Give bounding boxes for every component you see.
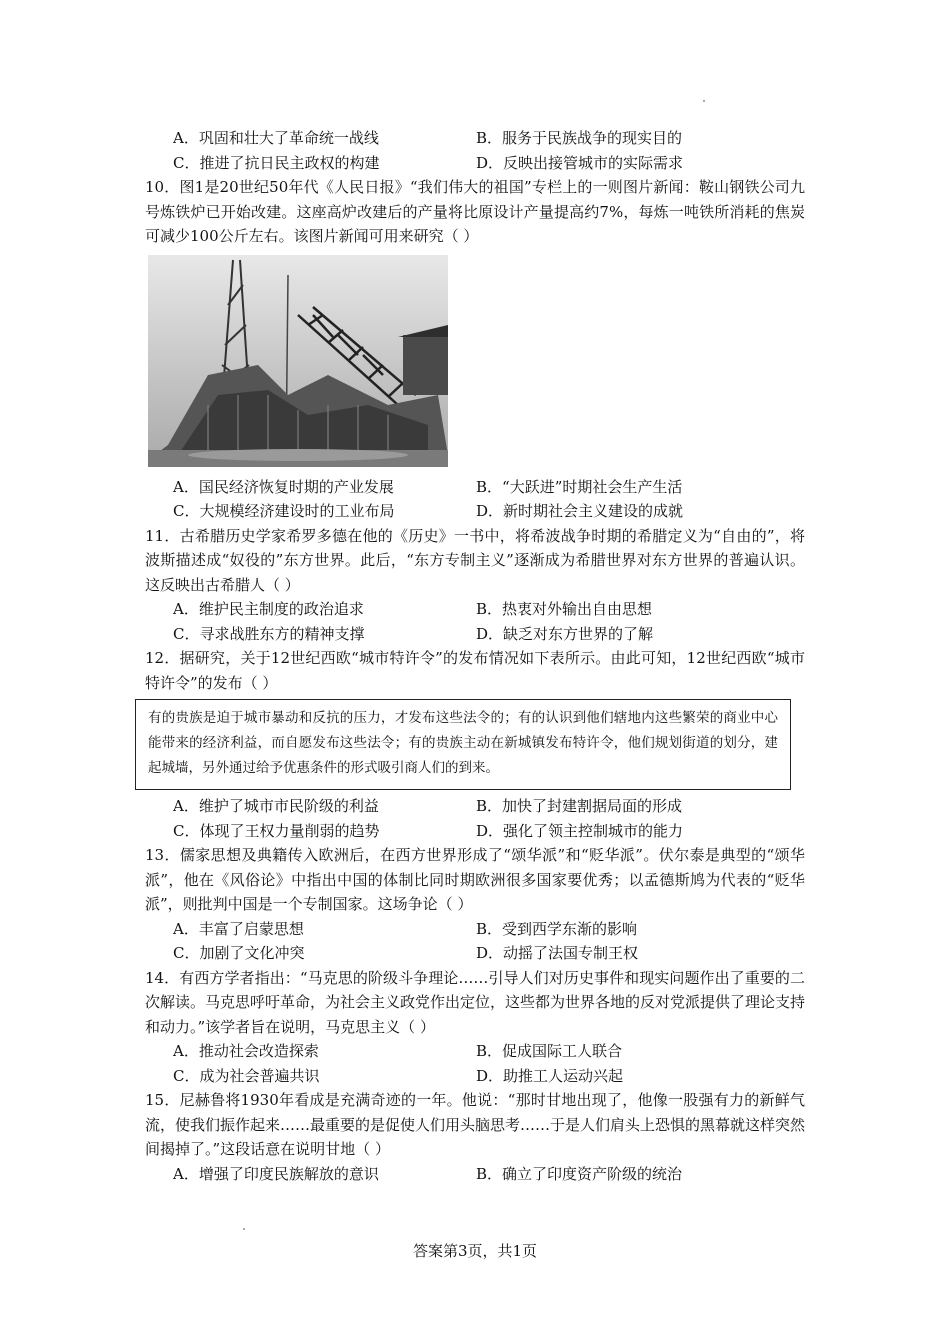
q10-stem: 10．图1是20世纪50年代《人民日报》“我们伟大的祖国”专栏上的一则图片新闻：鞍山钢铁公司九号炼铁炉已开始改建。这座高炉改建后的产量将比原设计产量提高约7%，每炼一吨铁所消耗的焦炭可减少100公斤左右。该图片新闻可用来研究（ ） — [145, 178, 805, 245]
q9-options — [145, 126, 805, 175]
scan-speck — [703, 100, 705, 102]
q12-option-d: D．强化了领主控制城市的能力 — [476, 821, 684, 840]
q13-options — [145, 917, 805, 966]
q15-option-b: B．确立了印度资产阶级的统治 — [476, 1164, 683, 1183]
q15-option-a: A．增强了印度民族解放的意识 — [173, 1164, 379, 1183]
q13-option-a: A．丰富了启蒙思想 — [173, 919, 304, 938]
q10-option-a: A．国民经济恢复时期的产业发展 — [173, 477, 394, 496]
q14-option-a: A．推动社会改造探索 — [173, 1042, 319, 1060]
q9-option-d: D．反映出接管城市的实际需求 — [476, 153, 684, 172]
q11-option-b: B．热衷对外输出自由思想 — [476, 600, 653, 618]
q13-option-b: B．受到西学东渐的影响 — [476, 919, 638, 938]
q10-option-c: C．大规模经济建设时的工业布局 — [173, 502, 395, 520]
q15-options — [145, 1162, 805, 1187]
q14-options — [145, 1039, 805, 1088]
q12-quote-box: 有的贵族是迫于城市暴动和反抗的压力，才发布这些法令的；有的认识到他们辖地内这些繁荣的商业中心能带来的经济利益，而自愿发布这些法令；有的贵族主动在新城镇发布特许令，他们规划街道的划分，建起城墙，另外通过给予优惠条件的形式吸引商人们的到来。 — [135, 699, 791, 790]
blast-furnace-photo — [148, 255, 448, 467]
blast-furnace-illustration — [148, 255, 448, 467]
page-content — [145, 126, 805, 1186]
q10-option-b: B．“大跃进”时期社会生产生活 — [476, 477, 683, 496]
q9-option-c: C．推进了抗日民主政权的构建 — [173, 153, 380, 172]
q12-option-a: A．维护了城市市民阶级的利益 — [173, 797, 379, 815]
q12-option-c: C．体现了王权力量削弱的趋势 — [173, 821, 380, 840]
q13-option-c: C．加剧了文化冲突 — [173, 944, 305, 962]
q9-option-a: A．巩固和壮大了革命统一战线 — [173, 129, 379, 147]
q14-option-b: B．促成国际工人联合 — [476, 1042, 623, 1060]
q12-options — [145, 794, 805, 843]
q12-option-b: B．加快了封建割据局面的形成 — [476, 797, 683, 815]
q15-stem: 15．尼赫鲁将1930年看成是充满奇迹的一年。他说：“那时甘地出现了，他像一股强有力的新鲜气流，使我们振作起来……最重要的是促使人们用头脑思考……于是人们肩头上恐惧的黑幕就这样突然间揭掉了。”这段话意在说明甘地（ ） — [145, 1091, 806, 1158]
q11-stem: 11．古希腊历史学家希罗多德在他的《历史》一书中，将希波战争时期的希腊定义为“自由的”，将波斯描述成“奴役的”东方世界。此后，“东方专制主义”逐渐成为希腊世界对东方世界的普遍认识。这反映出古希腊人（ ） — [145, 526, 805, 594]
q11-option-a: A．维护民主制度的政治追求 — [173, 600, 364, 618]
q11-option-c: C．寻求战胜东方的精神支撑 — [173, 624, 365, 643]
q9-option-b: B．服务于民族战争的现实目的 — [476, 129, 683, 147]
q14-option-d: D．助推工人运动兴起 — [476, 1066, 624, 1085]
q10-option-d: D．新时期社会主义建设的成就 — [476, 502, 684, 520]
q14-stem: 14．有西方学者指出：“马克思的阶级斗争理论……引导人们对历史事件和现实问题作出了重要的二次解读。马克思呼吁革命，为社会主义政党作出定位，这些都为世界各地的反对党派提供了理论支持和动力。”该学者旨在说明，马克思主义（ ） — [145, 968, 806, 1036]
q12-stem: 12．据研究，关于12世纪西欧“城市特许令”的发布情况如下表所示。由此可知，12世纪西欧“城市特许令”的发布（ ） — [145, 649, 805, 692]
q14-option-c: C．成为社会普遍共识 — [173, 1066, 320, 1085]
q11-option-d: D．缺乏对东方世界的了解 — [476, 624, 654, 643]
q10-options — [145, 475, 805, 524]
q13-stem: 13．儒家思想及典籍传入欧洲后，在西方世界形成了“颂华派”和“贬华派”。伏尔泰是典型的“颂华派”，他在《风俗论》中指出中国的体制比同时期欧洲很多国家要优秀；以孟德斯鸠为代表的“贬华派”，则批判中国是一个专制国家。这场争论（ ） — [145, 846, 805, 913]
q11-options — [145, 597, 805, 646]
page-footer: 答案第3页，共1页 — [412, 1242, 538, 1260]
scan-speck-2 — [243, 1228, 245, 1230]
q13-option-d: D．动摇了法国专制王权 — [476, 944, 639, 962]
